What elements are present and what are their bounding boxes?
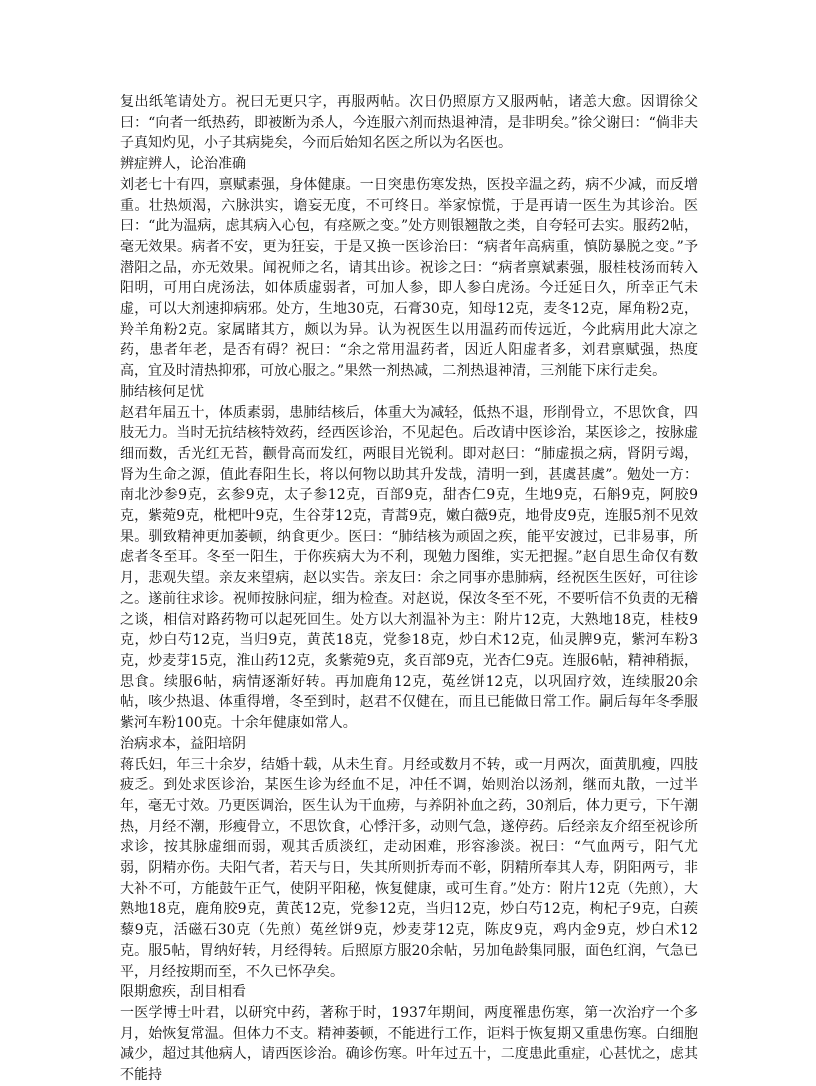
paragraph-section-2: 赵君年届五十，体质素弱，患肺结核后，体重大为减轻，低热不退，形削骨立，不思饮食，四肢无力。当时无抗结核特效药，经西医诊治，不见起色。后改请中医诊治，某医诊之，按脉虚细而数，舌光红无苔，颧骨高而发红，两眼目光锐利。即对赵曰：“肺虚损之病，肾阴亏竭，肾为生命之源，值此春阳生长，将以何物以助其升发哉，清明一到，甚虞甚虞”。勉处一方：南北沙参9克，玄参9克，太子参12克，百部9克，甜杏仁9克，生地9克，石斛9克，阿胶9克，紫菀9克，枇杷叶9克，生谷芽12克，青蒿9克，嫩白薇9克，地骨皮9克，连服5剂不见效果。驯致精神更加萎顿，纳食更少。医曰：“肺结核为顽固之疾，能平安渡过，已非易事，所虑者冬至耳。冬至一阳生，于你疾病大为不利，现勉力图维，实无把握。”赵自思生命仅有数月，悲观失望。亲友来望病，赵以实告。亲友曰：余之同事亦患肺病，经祝医生医好，可往诊之。遂前往求诊。祝师按脉问症，细为检查。对赵说，保汝冬至不死，不要听信不负责的无稽之谈，相信对路药物可以起死回生。处方以大剂温补为主：附片12克，大熟地18克，桂枝9克，炒白芍12克，当归9克，黄芪18克，党参18克，炒白术12克，仙灵脾9克，紫河车粉3克，炒麦芽15克，淮山药12克，炙紫菀9克，炙百部9克，光杏仁9克。连服6帖，精神稍振，思食。续服6帖，病情逐渐好转。再加鹿角12克，菟丝饼12克，以巩固疗效，连续服20余帖，咳少热退、体重得增，冬至到时，赵君不仅健在，而且已能做日常工作。嗣后每年冬季服紫河车粉100克。十余年健康如常人。 [120,404,698,732]
section-heading-2: 肺结核何足忧 [120,383,204,400]
paragraph-section-1: 刘老七十有四，禀赋素强，身体健康。一日突患伤寒发热，医投辛温之药，病不少减，而反增重。壮热烦渴，六脉洪实，谵妄无度，不可终日。举家惊慌，于是再请一医生为其诊治。医曰：“此为温病，虑其病入心包，有痉厥之变。”处方则银翘散之类，自夸轻可去实。服药2帖，毫无效果。病者不安，更为狂妄，于是又换一医诊治曰：“病者年高病重，慎防暴脱之变。”予潜阳之品，亦无效果。闻祝师之名，请其出诊。祝诊之曰：“病者禀斌素强，服桂枝汤而转入阳明，可用白虎汤法，如体质虚弱者，可加人参，即人参白虎汤。今迁延日久，所幸正气未虚，可以大剂速抑病邪。处方，生地30克，石膏30克，知母12克，麦冬12克，犀角粉2克，羚羊角粉2克。家属睹其方，颇以为异。认为祝医生以用温药而传远近，今此病用此大凉之药，患者年老，是否有碍？祝曰：“余之常用温药者，因近人阳虚者多，刘君禀赋强，热度高，宜及时清热抑邪，可放心服之。”果然一剂热减，二剂热退神清，三剂能下床行走矣。 [120,176,698,380]
paragraph-section-3: 蒋氏妇，年三十余岁，结婚十载，从未生育。月经或数月不转，或一月两次，面黄肌瘦，四肢疲乏。到处求医诊治，某医生诊为经血不足，冲任不调，始则治以汤剂，继而丸散，一过半年，毫无寸效。乃更医调治，医生认为干血痨，与养阴补血之药，30剂后，体力更亏，下午潮热，月经不潮，形瘦骨立，不思饮食，心悸汗多，动则气急，遂停药。后经亲友介绍至祝诊所求诊，按其脉虚细而弱，观其舌质淡红，走动困难，形容渗淡。祝曰：“气血两亏，阳气尤弱，阴精亦伤。夫阳气者，若天与日，失其所则折寿而不彰，阴精所奉其人寿，阴阳两亏，非大补不可，方能鼓午正气，使阴平阳秘，恢复健康，或可生育。”处方：附片12克（先煎），大熟地18克，鹿角胶9克，黄芪12克，党参12克，当归12克，炒白芍12克，枸杞子9克，白蒺藜9克，活磁石30克（先煎）菟丝饼9克，炒麦芽12克，陈皮9克，鸡内金9克，炒白术12克。服5帖，胃纳好转，月经得转。后照原方服20余帖，另加龟龄集同服，面色红润，气急已平，月经按期而至，不久已怀孕矣。 [120,756,698,980]
section-heading-3: 治病求本，益阳培阴 [120,735,246,752]
section-heading-4: 限期愈疾，刮目相看 [120,984,246,1001]
paragraph-section-4: 一医学博士叶君，以研究中药，著称于时，1937年期间，两度罹患伤寒，第一次治疗一个多月，始恢复常温。但体力不支。精神萎顿，不能进行工作，讵料于恢复期又重患伤寒。白细胞减少，超过其他病人，请西医诊治。确诊伤寒。叶年过五十，二度患此重症，心甚忧之，虑其不能持 [120,1004,698,1084]
section-heading-1: 辨症辨人，论治准确 [120,156,246,173]
paragraph-intro: 复出纸笔请处方。祝曰无更只字，再服两帖。次日仍照原方又服两帖，诸恙大愈。因谓徐父曰：“向者一纸热药，即被断为杀人，今连服六剂而热退神清，是非明矣。”徐父谢曰：“倘非夫子真知灼见，小子其病毙矣，今而后始知名医之所以为名医也。 [120,94,698,152]
document-page [120,92,698,1086]
